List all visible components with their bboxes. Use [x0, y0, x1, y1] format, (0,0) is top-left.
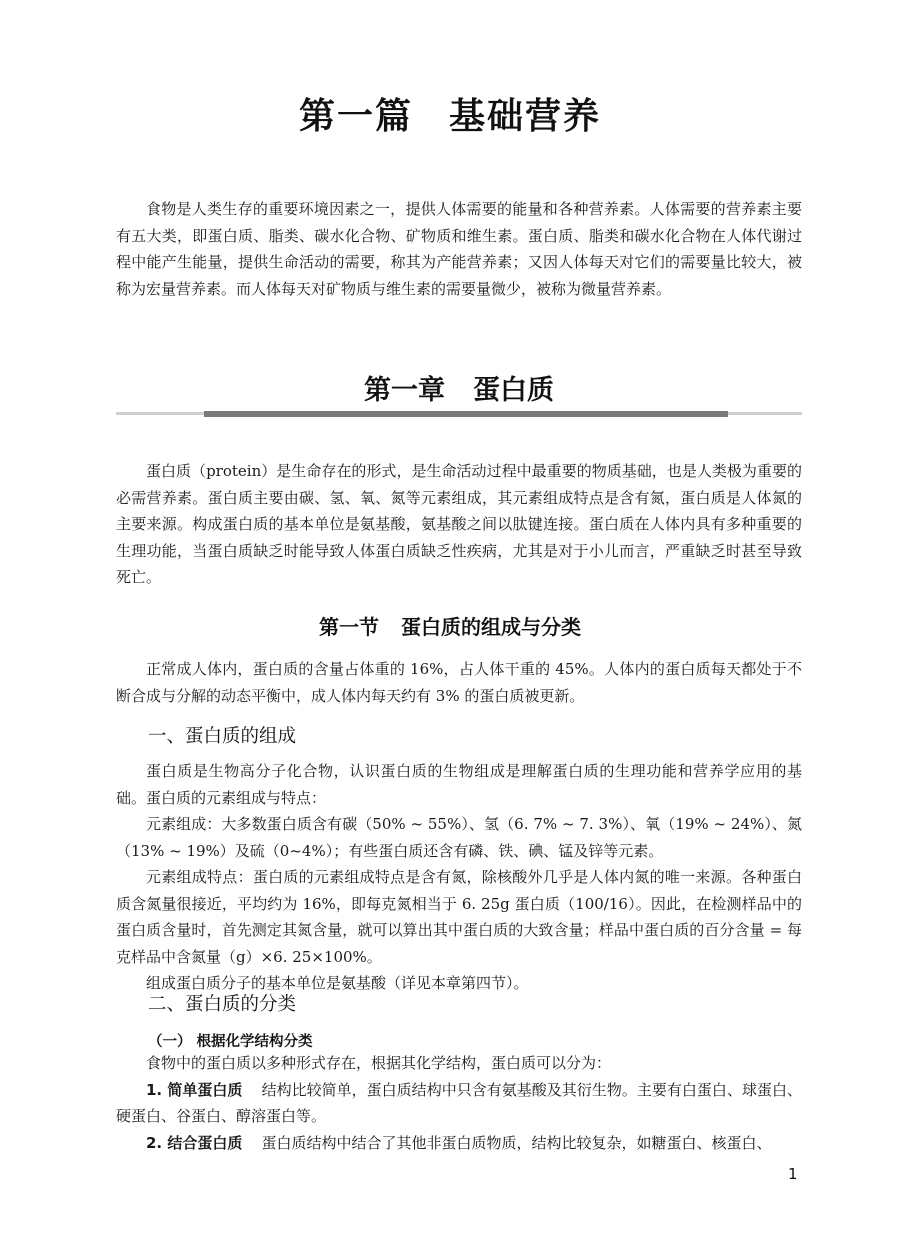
composition-p1: 蛋白质是生物高分子化合物，认识蛋白质的生物组成是理解蛋白质的生理功能和营养学应用的基础。蛋白质的元素组成与特点：: [116, 762, 802, 807]
heading-composition: 一、蛋白质的组成: [148, 726, 297, 747]
page-number: 1: [788, 1165, 798, 1183]
composition-p3: 元素组成特点：蛋白质的元素组成特点是含有氮，除核酸外几乎是人体内氮的唯一来源。各种蛋白质含氮量很接近，平均约为 16%，即每克氮相当于 6. 25g 蛋白质（100/16）。因此，在检测样品中的蛋白质含量时，首先测定其氮含量，就可以算出其中蛋白质的大致含量；样品中蛋白质的百分含量 = 每克样品中含氮量（g）×6. 25×100%。: [116, 868, 802, 966]
section-name: 蛋白质的组成与分类: [401, 615, 581, 639]
section-intro-text: 正常成人体内，蛋白质的含量占体重的 16%，占人体干重的 45%。人体内的蛋白质每天都处于不断合成与分解的动态平衡中，成人体内每天约有 3% 的蛋白质被更新。: [116, 660, 802, 705]
chapter-intro-text: 蛋白质（protein）是生命存在的形式，是生命活动过程中最重要的物质基础，也是人类极为重要的必需营养素。蛋白质主要由碳、氢、氧、氮等元素组成，其元素组成特点是含有氮，蛋白质是人体氮的主要来源。构成蛋白质的基本单位是氨基酸，氨基酸之间以肽键连接。蛋白质在人体内具有多种重要的生理功能，当蛋白质缺乏时能导致人体蛋白质缺乏性疾病，尤其是对于小儿而言，严重缺乏时甚至导致死亡。: [116, 462, 802, 586]
part-label: 第一篇: [298, 95, 413, 137]
part-intro-text: 食物是人类生存的重要环境因素之一，提供人体需要的能量和各种营养素。人体需要的营养素主要有五大类，即蛋白质、脂类、碳水化合物、矿物质和维生素。蛋白质、脂类和碳水化合物在人体代谢过程中能产生能量，提供生命活动的需要，称其为产能营养素；又因人体每天对它们的需要量比较大，被称为宏量营养素。而人体每天对矿物质与维生素的需要量微少，被称为微量营养素。: [116, 200, 802, 298]
classification-item1: [116, 1077, 802, 1130]
section-intro: [116, 656, 802, 709]
chapter-rule-thick: [204, 411, 728, 417]
item2-text: 蛋白质结构中结合了其他非蛋白质物质，结构比较复杂，如糖蛋白、核蛋白、: [261, 1133, 772, 1152]
part-name: 基础营养: [449, 95, 602, 137]
chapter-label: 第一章: [364, 375, 445, 406]
chapter-name: 蛋白质: [473, 375, 554, 406]
part-title: [0, 88, 900, 139]
subheading-chemical: （一） 根据化学结构分类: [148, 1034, 313, 1050]
item2-term: 2. 结合蛋白质: [146, 1133, 243, 1152]
heading-classification: 二、蛋白质的分类: [148, 994, 297, 1015]
chapter-title: [116, 368, 802, 407]
composition-body: [116, 758, 802, 997]
section-label: 第一节: [319, 615, 379, 639]
classification-body: [116, 1050, 802, 1156]
item1-text: 结构比较简单，蛋白质结构中只含有氨基酸及其衍生物。主要有白蛋白、球蛋白、硬蛋白、谷蛋白、醇溶蛋白等。: [116, 1080, 802, 1125]
composition-p4: 组成蛋白质分子的基本单位是氨基酸（详见本章第四节）。: [146, 974, 529, 992]
item1-term: 1. 简单蛋白质: [146, 1080, 243, 1099]
section-title: [0, 611, 900, 640]
composition-p2: 元素组成：大多数蛋白质含有碳（50% ~ 55%）、氢（6. 7% ~ 7. 3%）、氧（19% ~ 24%）、氮（13% ~ 19%）及硫（0~4%）；有些蛋白质还含有磷、铁、碘、锰及锌等元素。: [116, 815, 802, 860]
part-intro: [116, 196, 802, 302]
chapter-intro: [116, 458, 802, 591]
classification-item2: [116, 1130, 802, 1157]
chapter-header: [116, 360, 802, 420]
classification-p1: 食物中的蛋白质以多种形式存在，根据其化学结构，蛋白质可以分为：: [146, 1054, 612, 1072]
